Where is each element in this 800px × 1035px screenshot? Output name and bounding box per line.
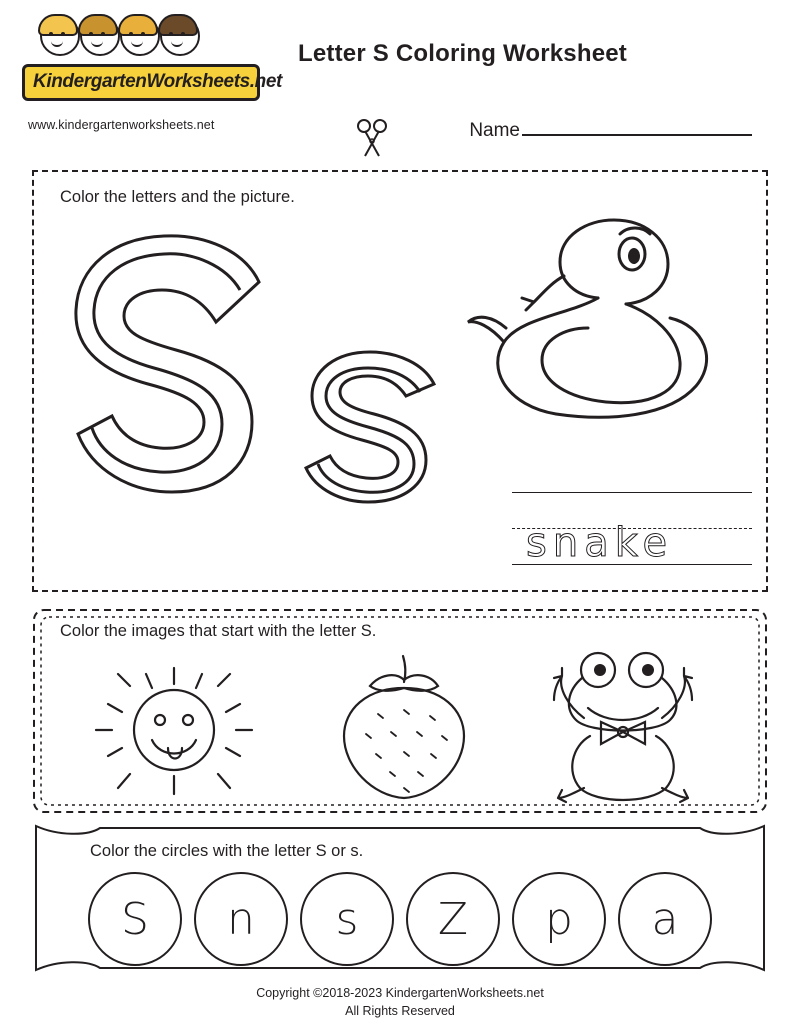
frog-icon xyxy=(528,648,718,808)
letter-circle[interactable]: Z xyxy=(406,872,500,966)
page-footer xyxy=(0,984,800,1022)
name-input-line[interactable] xyxy=(522,118,752,136)
site-logo[interactable] xyxy=(22,18,282,101)
uppercase-s-outline xyxy=(76,236,259,492)
trace-word: snake xyxy=(526,520,674,566)
letter-circle[interactable]: n xyxy=(194,872,288,966)
section-color-letters xyxy=(32,170,768,592)
page-header xyxy=(0,0,800,160)
name-label: Name xyxy=(469,120,520,141)
section-color-images xyxy=(28,604,772,818)
site-url: www.kindergartenworksheets.net xyxy=(28,118,215,132)
letter-circle[interactable]: p xyxy=(512,872,606,966)
letter-circle-row xyxy=(28,872,772,972)
section2-instruction: Color the images that start with the letter S. xyxy=(60,622,377,640)
section3-instruction: Color the circles with the letter S or s. xyxy=(90,842,364,860)
rights-text: All Rights Reserved xyxy=(345,1004,455,1019)
kid-avatar-1 xyxy=(36,16,80,62)
letters-outline-group xyxy=(44,222,464,557)
letter-circle[interactable]: a xyxy=(618,872,712,966)
name-field-row xyxy=(469,118,752,142)
section1-instruction: Color the letters and the picture. xyxy=(60,188,295,206)
letter-circle[interactable]: s xyxy=(300,872,394,966)
kid-avatar-3 xyxy=(116,16,160,62)
letter-circle[interactable]: S xyxy=(88,872,182,966)
section-color-circles xyxy=(28,822,772,980)
lowercase-s-outline xyxy=(306,352,434,502)
word-trace-lines xyxy=(512,492,752,570)
copyright-text: Copyright ©2018-2023 KindergartenWorksheets.net xyxy=(256,985,544,1000)
snake-icon xyxy=(464,210,764,475)
scissors-icon xyxy=(352,118,392,160)
page-title: Letter S Coloring Worksheet xyxy=(298,40,628,67)
picture-row xyxy=(28,648,772,814)
logo-wordmark: KindergartenWorksheets.net xyxy=(22,64,260,101)
kid-avatar-4 xyxy=(156,16,200,62)
sun-icon xyxy=(84,648,264,808)
strawberry-icon xyxy=(318,648,488,808)
kid-avatar-2 xyxy=(76,16,120,62)
logo-kids-illustration xyxy=(36,18,266,62)
